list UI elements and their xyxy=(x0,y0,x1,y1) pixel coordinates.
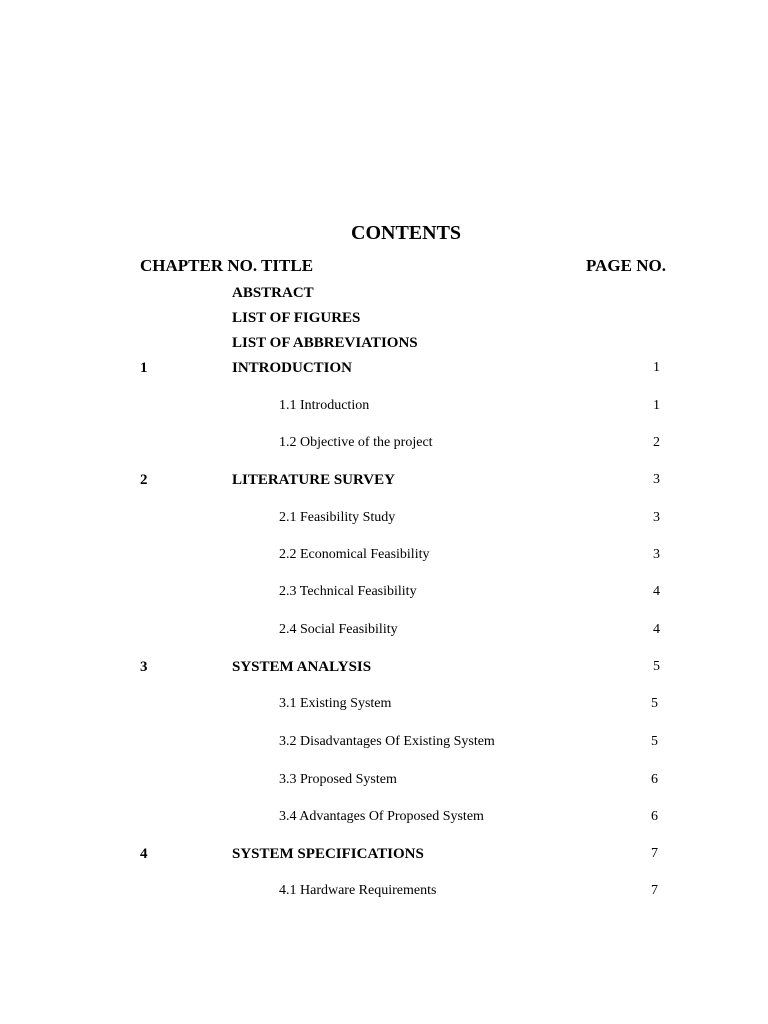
page-number: 3 xyxy=(653,510,660,525)
toc-title: ABSTRACT xyxy=(232,285,314,301)
page-number: 5 xyxy=(653,659,660,674)
page-title: CONTENTS xyxy=(351,222,462,244)
page-number: 3 xyxy=(653,472,660,487)
toc-row-front-matter xyxy=(0,311,768,331)
page-number: 7 xyxy=(651,883,658,898)
toc-row-chapter xyxy=(0,473,768,493)
section-title: 1.1 Introduction xyxy=(279,398,370,413)
toc-row-front-matter xyxy=(0,336,768,356)
section-title: 1.2 Objective of the project xyxy=(279,435,433,450)
page-number: 5 xyxy=(651,734,658,749)
page-number: 6 xyxy=(651,809,658,824)
page-number: 4 xyxy=(653,584,660,599)
section-title: 3.3 Proposed System xyxy=(279,772,397,787)
chapter-title: INTRODUCTION xyxy=(232,360,353,376)
toc-row-chapter xyxy=(0,847,768,867)
page-number: 6 xyxy=(651,772,658,787)
toc-row-section xyxy=(0,884,768,904)
toc-row-section xyxy=(0,548,768,568)
page-number: 2 xyxy=(653,435,660,450)
section-title: 3.2 Disadvantages Of Existing System xyxy=(279,734,495,749)
section-title: 3.4 Advantages Of Proposed System xyxy=(279,809,484,824)
toc-row-front-matter xyxy=(0,286,768,306)
toc-row-section xyxy=(0,511,768,531)
toc-row-section xyxy=(0,773,768,793)
toc-row-section xyxy=(0,399,768,419)
chapter-number: 4 xyxy=(140,846,148,862)
section-title: 2.2 Economical Feasibility xyxy=(279,547,430,562)
section-title: 3.1 Existing System xyxy=(279,696,392,711)
chapter-number: 3 xyxy=(140,659,148,675)
chapter-number: 1 xyxy=(140,360,148,376)
page-number: 7 xyxy=(651,846,658,861)
chapter-title: LITERATURE SURVEY xyxy=(232,472,395,488)
toc-title: LIST OF ABBREVIATIONS xyxy=(232,335,418,351)
toc-row-section xyxy=(0,585,768,605)
section-title: 2.1 Feasibility Study xyxy=(279,510,396,525)
toc-row-section xyxy=(0,810,768,830)
page-number: 5 xyxy=(651,696,658,711)
page-number: 3 xyxy=(653,547,660,562)
header-page-no: PAGE NO. xyxy=(586,256,666,275)
page-number: 1 xyxy=(653,360,660,375)
section-title: 2.4 Social Feasibility xyxy=(279,622,398,637)
toc-title: LIST OF FIGURES xyxy=(232,310,361,326)
section-title: 2.3 Technical Feasibility xyxy=(279,584,417,599)
toc-row-section xyxy=(0,697,768,717)
page-number: 1 xyxy=(653,398,660,413)
toc-row-section xyxy=(0,623,768,643)
section-title: 4.1 Hardware Requirements xyxy=(279,883,437,898)
page-number: 4 xyxy=(653,622,660,637)
toc-row-chapter xyxy=(0,660,768,680)
toc-row-section xyxy=(0,735,768,755)
toc-row-chapter xyxy=(0,361,768,381)
chapter-title: SYSTEM ANALYSIS xyxy=(232,659,372,675)
chapter-number: 2 xyxy=(140,472,148,488)
chapter-title: SYSTEM SPECIFICATIONS xyxy=(232,846,424,862)
header-chapter-title: CHAPTER NO. TITLE xyxy=(140,256,314,275)
toc-row-section xyxy=(0,436,768,456)
